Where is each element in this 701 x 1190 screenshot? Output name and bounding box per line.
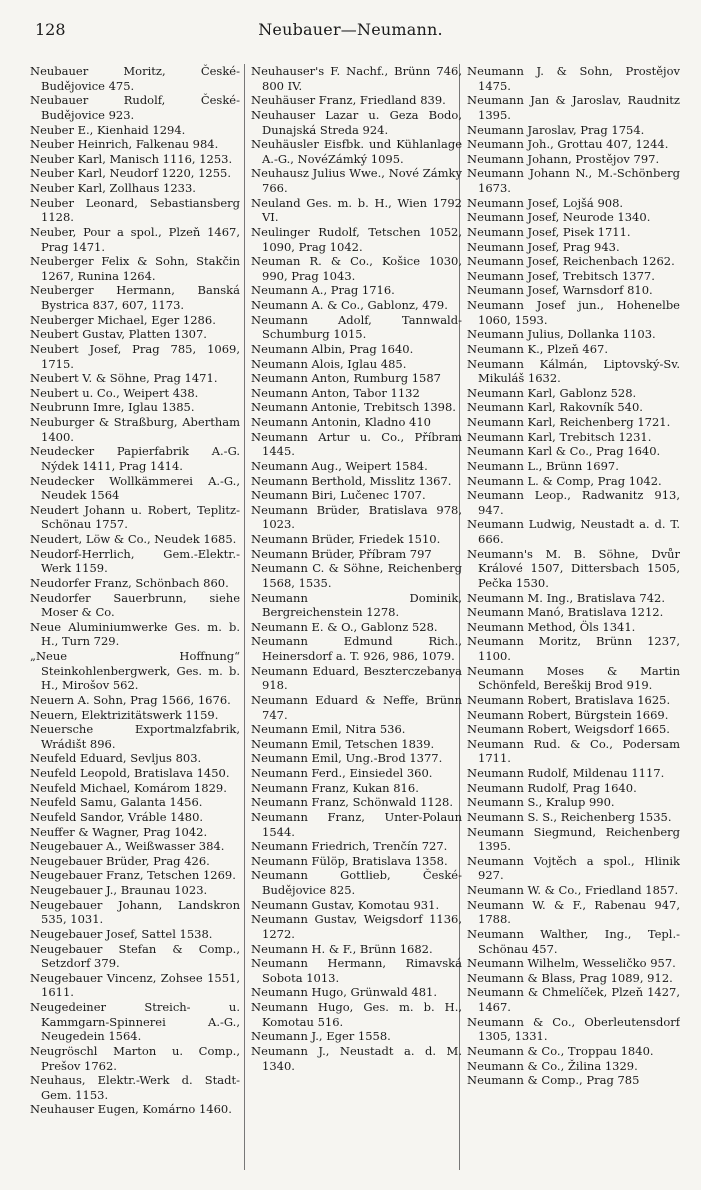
- directory-entry: Neumann Robert, Bürgstein 1669.: [467, 707, 669, 722]
- page-title: Neubauer—Neumann.: [258, 20, 443, 39]
- directory-entry: Neuffer & Wagner, Prag 1042.: [30, 824, 208, 839]
- directory-entry: Neumann Vojtěch a spol., Hlinik 927.: [467, 853, 680, 883]
- directory-entry: Neubert Gustav, Platten 1307.: [30, 327, 207, 342]
- directory-entry: Neumann Artur u. Co., Příbram 1445.: [251, 429, 462, 459]
- directory-entry: Neumann Kálmán, Liptovský-Sv. Mikuláš 1632.: [467, 356, 680, 386]
- directory-entry: Neumann Emil, Tetschen 1839.: [251, 736, 435, 751]
- column-2: [251, 64, 462, 1174]
- directory-entry: Neumann Jaroslav, Prag 1754.: [467, 122, 645, 137]
- directory-entry: Neuberger Hermann, Banská Bystrica 837, 607, 1173.: [30, 283, 240, 312]
- directory-entry: Neumann A. & Co., Gablonz, 479.: [251, 298, 448, 312]
- directory-entry: Neumann Johann, Prostějov 797.: [467, 151, 660, 166]
- directory-entry: Neumann S. S., Reichenberg 1535.: [467, 809, 672, 824]
- directory-entry: Neumann Johann N., M.-Schönberg 1673.: [467, 166, 680, 195]
- directory-entry: Neudorf-Herrlich, Gem.-Elektr.-Werk 1159.: [30, 546, 240, 576]
- directory-entry: Neumann Dominik, Bergreichenstein 1278.: [251, 590, 462, 620]
- directory-entry: Neumann Eduard, Beszterczebanya 918.: [251, 663, 462, 693]
- directory-entry: Neumann Moritz, Brünn 1237, 1100.: [467, 634, 680, 663]
- directory-entry: Neumann Walther, Ing., Tepl.-Schönau 457.: [467, 926, 680, 956]
- directory-entry: Neumann Franz, Kukan 816.: [251, 780, 419, 795]
- directory-entry: Neumann A., Prag 1716.: [251, 283, 395, 298]
- columns-container: [30, 64, 680, 1174]
- directory-entry: Neumann Eduard & Neffe, Brünn 747.: [251, 692, 462, 722]
- directory-entry: Neumann J., Neustadt a. d. M. 1340.: [251, 1043, 462, 1073]
- directory-entry: Neudecker Papierfabrik A.-G. Nýdek 1411, Prag 1414.: [30, 444, 240, 473]
- directory-entry: Neudorfer Sauerbrunn, siehe Moser & Co.: [30, 590, 240, 620]
- directory-entry: Neumann Josef, Neurode 1340.: [467, 210, 651, 225]
- directory-entry: Neumann Gottlieb, České-Budějovice 825.: [251, 868, 462, 897]
- directory-entry: Neumann Jan & Jaroslav, Raudnitz 1395.: [467, 93, 680, 122]
- directory-entry: Neumann J. & Sohn, Prostějov 1475.: [467, 64, 680, 93]
- directory-entry: Neumann Antonie, Trebitsch 1398.: [251, 400, 456, 415]
- directory-entry: Neumann Robert, Weigsdorf 1665.: [467, 722, 670, 737]
- directory-entry: Neufeld Sandor, Vráble 1480.: [30, 809, 204, 824]
- directory-entry: Neumann Josef jun., Hohenelbe 1060, 1593.: [467, 298, 680, 327]
- directory-entry: Neuhaus, Elektr.-Werk d. Stadt-Gem. 1153.: [30, 1073, 240, 1102]
- directory-entry: Neumann Robert, Bratislava 1625.: [467, 692, 671, 707]
- directory-entry: Neuern A. Sohn, Prag 1566, 1676.: [30, 692, 231, 707]
- directory-entry: Neuber, Pour a spol., Plzeň 1467, Prag 1471.: [30, 224, 240, 254]
- directory-entry: Neumann Adolf, Tannwald-Schumburg 1015.: [251, 312, 462, 342]
- directory-entry: Neumann Hugo, Grünwald 481.: [251, 985, 438, 1000]
- directory-entry: Neubauer Rudolf, České-Budějovice 923.: [30, 93, 240, 122]
- directory-entry: Neuber Karl, Neudorf 1220, 1255.: [30, 166, 231, 181]
- column-1: [30, 64, 240, 1174]
- directory-entry: Neuber Leonard, Sebastiansberg 1128.: [30, 195, 240, 225]
- directory-entry: Neumann Method, Öls 1341.: [467, 619, 636, 634]
- directory-entry: Neuber Karl, Zollhaus 1233.: [30, 181, 196, 195]
- directory-entry: Neubert u. Co., Weipert 438.: [30, 385, 199, 400]
- directory-entry: Neumann Siegmund, Reichenberg 1395.: [467, 824, 680, 854]
- directory-entry: Neumann K., Plzeň 467.: [467, 341, 609, 356]
- directory-entry: Neumann & Chmelíček, Plzeň 1427, 1467.: [467, 985, 680, 1014]
- directory-entry: Neumann Karl, Rakovník 540.: [467, 400, 643, 415]
- directory-entry: Neugedeiner Streich- u. Kammgarn-Spinnerei A.-G., Neugedein 1564.: [30, 1000, 240, 1044]
- directory-entry: Neumann Emil, Nitra 536.: [251, 722, 406, 737]
- directory-entry: Neumann H. & F., Brünn 1682.: [251, 941, 433, 956]
- directory-entry: Neuhauser Eugen, Komárno 1460.: [30, 1102, 232, 1117]
- directory-entry: Neugebauer Josef, Sattel 1538.: [30, 926, 213, 941]
- directory-entry: Neufeld Samu, Galanta 1456.: [30, 795, 203, 810]
- directory-entry: Neumann Rudolf, Prag 1640.: [467, 780, 637, 795]
- directory-entry: Neumann's M. B. Söhne, Dvůr Králové 1507, Dittersbach 1505, Pečka 1530.: [467, 546, 680, 590]
- directory-entry: Neudorfer Franz, Schönbach 860.: [30, 575, 229, 590]
- directory-entry: Neuber Heinrich, Falkenau 984.: [30, 137, 219, 152]
- directory-entry: Neumann & Co., Troppau 1840.: [467, 1043, 654, 1058]
- directory-entry: Neumann Josef, Trebitsch 1377.: [467, 268, 655, 283]
- directory-entry: Neumann & Co., Žilina 1329.: [467, 1058, 638, 1073]
- directory-entry: Neuhäuser Franz, Friedland 839.: [251, 93, 446, 108]
- directory-entry: Neuhausz Julius Wwe., Nové Zámky 766.: [251, 166, 462, 195]
- directory-entry: Neumann M. Ing., Bratislava 742.: [467, 590, 666, 605]
- directory-entry: Neugebauer Johann, Landskron 535, 1031.: [30, 897, 240, 927]
- directory-entry: Neumann Brüder, Příbram 797: [251, 546, 432, 561]
- directory-entry: Neumann Rud. & Co., Podersam 1711.: [467, 736, 680, 766]
- directory-entry: Neumann & Comp., Prag 785: [467, 1073, 640, 1088]
- directory-entry: Neugebauer Brüder, Prag 426.: [30, 853, 210, 868]
- directory-entry: Neufeld Eduard, Sevljus 803.: [30, 751, 202, 766]
- directory-entry: Neumann Rudolf, Mildenau 1117.: [467, 766, 665, 780]
- directory-entry: Neumann Ludwig, Neustadt a. d. T. 666.: [467, 517, 680, 546]
- directory-entry: Neumann Josef, Pisek 1711.: [467, 224, 631, 239]
- directory-entry: Neuburger & Straßburg, Abertham 1400.: [30, 415, 240, 444]
- directory-entry: Neumann Ferd., Einsiedel 360.: [251, 766, 433, 780]
- directory-entry: Neumann Moses & Martin Schönfeld, Bereškij Brod 919.: [467, 663, 680, 693]
- directory-entry: Neumann Josef, Prag 943.: [467, 239, 620, 254]
- directory-entry: Neumann Josef, Reichenbach 1262.: [467, 254, 675, 269]
- directory-entry: Neumann Berthold, Misslitz 1367.: [251, 473, 452, 488]
- directory-entry: Neumann Albin, Prag 1640.: [251, 341, 414, 356]
- directory-entry: Neuhäusler Eisfbk. und Kühlanlage A.-G., NovéZámký 1095.: [251, 137, 462, 166]
- directory-entry: Neufeld Michael, Komárom 1829.: [30, 780, 227, 795]
- directory-entry: Neumann E. & O., Gablonz 528.: [251, 619, 438, 634]
- directory-entry: Neumann Emil, Ung.-Brod 1377.: [251, 751, 443, 766]
- directory-entry: Neuern, Elektrizitätswerk 1159.: [30, 707, 219, 722]
- directory-entry: Neumann Leop., Radwanitz 913, 947.: [467, 488, 680, 517]
- directory-entry: Neumann Alois, Iglau 485.: [251, 356, 407, 371]
- directory-entry: Neumann Manó, Bratislava 1212.: [467, 605, 664, 620]
- directory-entry: Neumann Biri, Lučenec 1707.: [251, 488, 426, 503]
- directory-entry: Neugebauer A., Weißwasser 384.: [30, 839, 225, 854]
- directory-entry: Neumann Anton, Tabor 1132: [251, 385, 420, 400]
- directory-entry: Neudecker Wollkämmerei A.-G., Neudek 1564: [30, 473, 240, 503]
- directory-entry: Neufeld Leopold, Bratislava 1450.: [30, 766, 230, 780]
- directory-entry: Neumann S., Kralup 990.: [467, 795, 615, 810]
- directory-entry: Neumann Julius, Dollanka 1103.: [467, 327, 656, 342]
- directory-entry: Neumann Brüder, Bratislava 978, 1023.: [251, 502, 462, 532]
- directory-entry: Neumann Karl, Gablonz 528.: [467, 385, 637, 400]
- directory-entry: Neuberger Michael, Eger 1286.: [30, 312, 216, 327]
- directory-entry: Neumann Josef, Lojšá 908.: [467, 195, 624, 210]
- directory-entry: Neumann J., Eger 1558.: [251, 1029, 391, 1044]
- directory-entry: Neuber Karl, Manisch 1116, 1253.: [30, 151, 233, 166]
- directory-entry: Neumann Gustav, Komotau 931.: [251, 897, 440, 912]
- directory-entry: Neumann Karl & Co., Prag 1640.: [467, 444, 661, 459]
- directory-entry: Neumann & Blass, Prag 1089, 912.: [467, 970, 673, 985]
- directory-entry: Neumann Franz, Unter-Polaun 1544.: [251, 809, 462, 839]
- directory-entry: Neumann Hugo, Ges. m. b. H., Komotau 516.: [251, 1000, 462, 1029]
- directory-entry: Neugebauer J., Braunau 1023.: [30, 883, 208, 897]
- directory-entry: Neulinger Rudolf, Tetschen 1052, 1090, Prag 1042.: [251, 224, 462, 254]
- directory-entry: Neugebauer Vincenz, Zohsee 1551, 1611.: [30, 970, 240, 1000]
- directory-entry: Neugebauer Stefan & Comp., Setzdorf 379.: [30, 941, 240, 971]
- directory-entry: Neumann & Co., Oberleutensdorf 1305, 1331.: [467, 1014, 680, 1044]
- directory-entry: Neumann Edmund Rich., Heinersdorf a. T. 926, 986, 1079.: [251, 634, 462, 663]
- directory-entry: Neumann Friedrich, Trenčín 727.: [251, 839, 448, 854]
- directory-entry: Neumann Franz, Schönwald 1128.: [251, 795, 453, 810]
- directory-entry: Neumann L., Brünn 1697.: [467, 458, 619, 473]
- directory-entry: Neuland Ges. m. b. H., Wien 1792 VI.: [251, 195, 462, 225]
- page-number: 128: [35, 20, 66, 39]
- directory-entry: Neumann Josef, Warnsdorf 810.: [467, 283, 653, 298]
- directory-entry: Neue Aluminiumwerke Ges. m. b. H., Turn 729.: [30, 619, 240, 649]
- directory-entry: Neudert, Löw & Co., Neudek 1685.: [30, 532, 237, 546]
- directory-entry: Neubrunn Imre, Iglau 1385.: [30, 400, 195, 415]
- directory-entry: Neumann Joh., Grottau 407, 1244.: [467, 137, 669, 152]
- directory-entry: Neubauer Moritz, České-Budějovice 475.: [30, 64, 240, 93]
- directory-entry: Neumann Gustav, Weigsdorf 1136, 1272.: [251, 912, 462, 941]
- page-header: [0, 20, 701, 44]
- directory-entry: Neuman R. & Co., Košice 1030, 990, Prag 1043.: [251, 254, 462, 283]
- directory-entry: Neumann Karl, Reichenberg 1721.: [467, 415, 671, 429]
- column-3: [467, 64, 680, 1174]
- directory-entry: Neugebauer Franz, Tetschen 1269.: [30, 868, 236, 883]
- directory-entry: Neumann Fülöp, Bratislava 1358.: [251, 853, 448, 868]
- directory-entry: Neubert Josef, Prag 785, 1069, 1715.: [30, 341, 240, 371]
- directory-entry: Neuber E., Kienhaid 1294.: [30, 122, 186, 137]
- directory-entry: Neumann W. & Co., Friedland 1857.: [467, 883, 679, 897]
- directory-entry: Neuersche Exportmalzfabrik, Wrádišt 896.: [30, 722, 240, 751]
- directory-entry: „Neue Hoffnung“ Steinkohlenbergwerk, Ges. m. b. H., Mirošov 562.: [30, 649, 240, 693]
- directory-entry: Neudert Johann u. Robert, Teplitz-Schönau 1757.: [30, 502, 240, 532]
- directory-entry: Neumann Aug., Weipert 1584.: [251, 458, 428, 473]
- directory-entry: Neuberger Felix & Sohn, Stakčin 1267, Runina 1264.: [30, 254, 240, 283]
- directory-entry: Neumann Anton, Rumburg 1587: [251, 371, 441, 386]
- directory-entry: Neumann Brüder, Friedek 1510.: [251, 532, 441, 546]
- directory-entry: Neumann Wilhelm, Wesseličko 957.: [467, 956, 676, 971]
- directory-entry: Neugröschl Marton u. Comp., Prešov 1762.: [30, 1043, 240, 1073]
- directory-entry: Neuhauser's F. Nachf., Brünn 746, 800 IV.: [251, 64, 462, 93]
- directory-entry: Neumann Antonin, Kladno 410: [251, 415, 431, 429]
- directory-entry: Neumann Hermann, Rimavská Sobota 1013.: [251, 956, 462, 985]
- directory-entry: Neubert V. & Söhne, Prag 1471.: [30, 371, 218, 386]
- directory-entry: Neumann W. & F., Rabenau 947, 1788.: [467, 897, 680, 927]
- directory-entry: Neumann L. & Comp, Prag 1042.: [467, 473, 662, 488]
- directory-entry: Neumann C. & Söhne, Reichenberg 1568, 1535.: [251, 561, 462, 590]
- directory-entry: Neuhauser Lazar u. Geza Bodo, Dunajská Streda 924.: [251, 107, 462, 137]
- directory-entry: Neumann Karl, Trebitsch 1231.: [467, 429, 652, 444]
